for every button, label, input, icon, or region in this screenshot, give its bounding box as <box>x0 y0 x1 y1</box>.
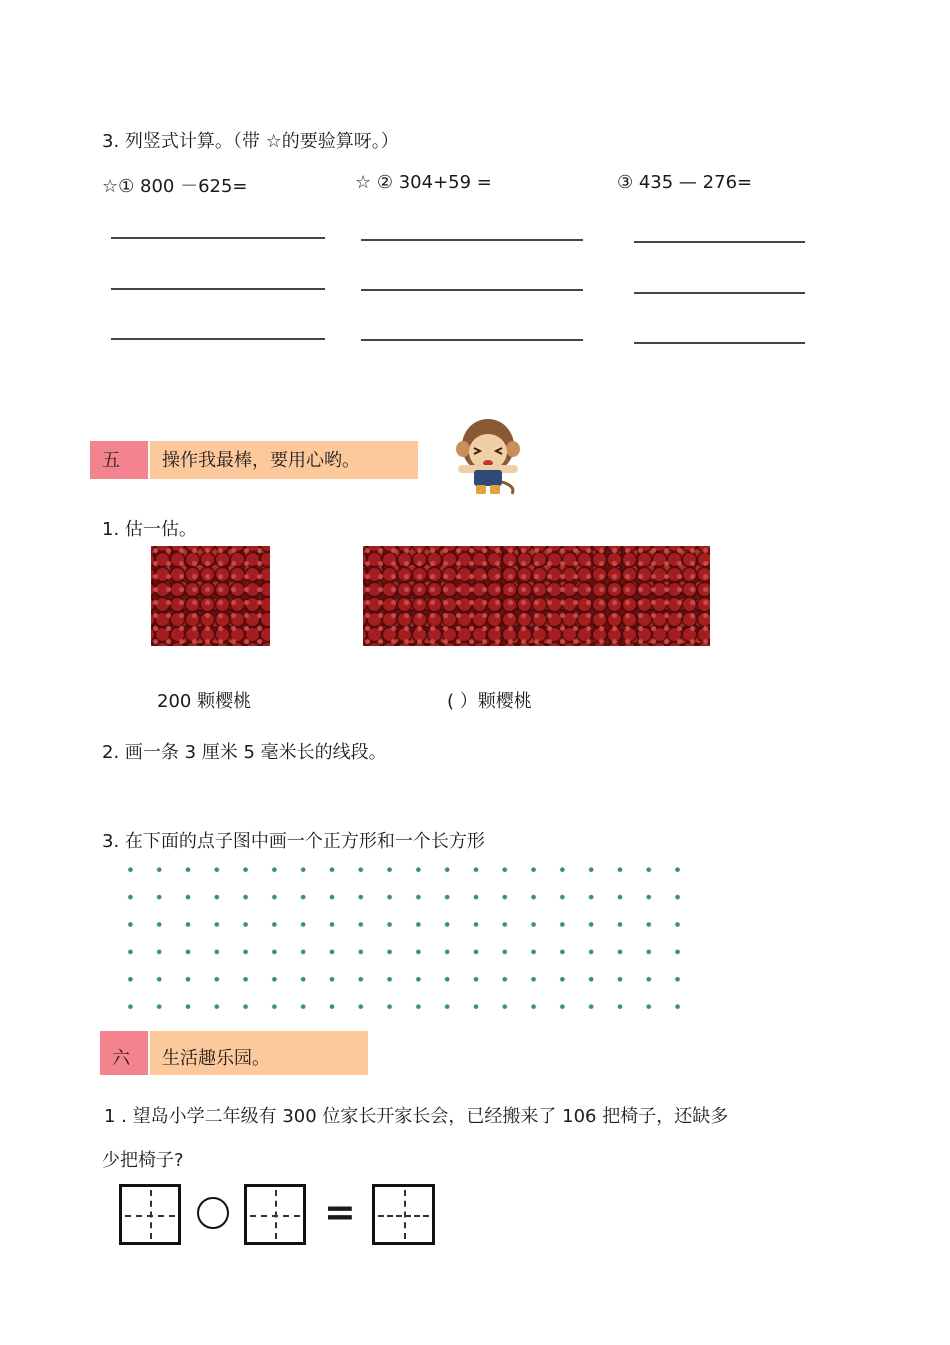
answer-line[interactable] <box>111 237 325 239</box>
answer-line[interactable] <box>361 339 583 341</box>
section-number: 五 <box>90 441 148 479</box>
answer-box[interactable] <box>372 1184 435 1245</box>
section-title: 操作我最棒，要用心哟。 <box>150 441 418 479</box>
section-number: 六 <box>100 1031 148 1075</box>
estimate-heading: 1. 估一估。 <box>102 519 197 540</box>
answer-line[interactable] <box>634 342 805 344</box>
answer-line[interactable] <box>111 288 325 290</box>
answer-line[interactable] <box>111 338 325 340</box>
answer-box[interactable] <box>244 1184 306 1245</box>
section-5-header <box>90 441 420 479</box>
dot-grid[interactable] <box>116 856 696 1016</box>
left-caption: 200 颗樱桃 <box>157 691 252 712</box>
draw-line-question: 2. 画一条 3 厘米 5 毫米长的线段。 <box>102 742 387 763</box>
problem-3: ③ 435 — 276= <box>617 172 753 193</box>
cherry-photo-large <box>363 546 710 646</box>
section-title: 生活趣乐园。 <box>150 1031 368 1075</box>
monkey-mascot-icon <box>452 414 524 498</box>
answer-box[interactable] <box>119 1184 181 1245</box>
answer-line[interactable] <box>361 239 583 241</box>
word-problem-line2: 少把椅子? <box>102 1150 184 1171</box>
word-problem-line1: 1 . 望岛小学二年级有 300 位家长开家长会，已经搬来了 106 把椅子，还缺多 <box>104 1106 729 1127</box>
problem-2: ☆ ② 304+59 = <box>355 172 492 193</box>
answer-line[interactable] <box>361 289 583 291</box>
answer-line[interactable] <box>634 241 805 243</box>
equals-sign: = <box>324 1190 356 1234</box>
answer-line[interactable] <box>634 292 805 294</box>
operator-circle[interactable] <box>197 1197 229 1229</box>
right-caption[interactable]: ( ）颗樱桃 <box>447 691 532 712</box>
dot-grid-question: 3. 在下面的点子图中画一个正方形和一个长方形 <box>102 831 485 852</box>
q3-heading: 3. 列竖式计算。（带 ☆的要验算呀。） <box>102 131 399 152</box>
problem-1: ☆① 800 －625= <box>102 176 248 197</box>
cherry-photo-small <box>151 546 270 646</box>
section-6-header <box>100 1031 368 1075</box>
